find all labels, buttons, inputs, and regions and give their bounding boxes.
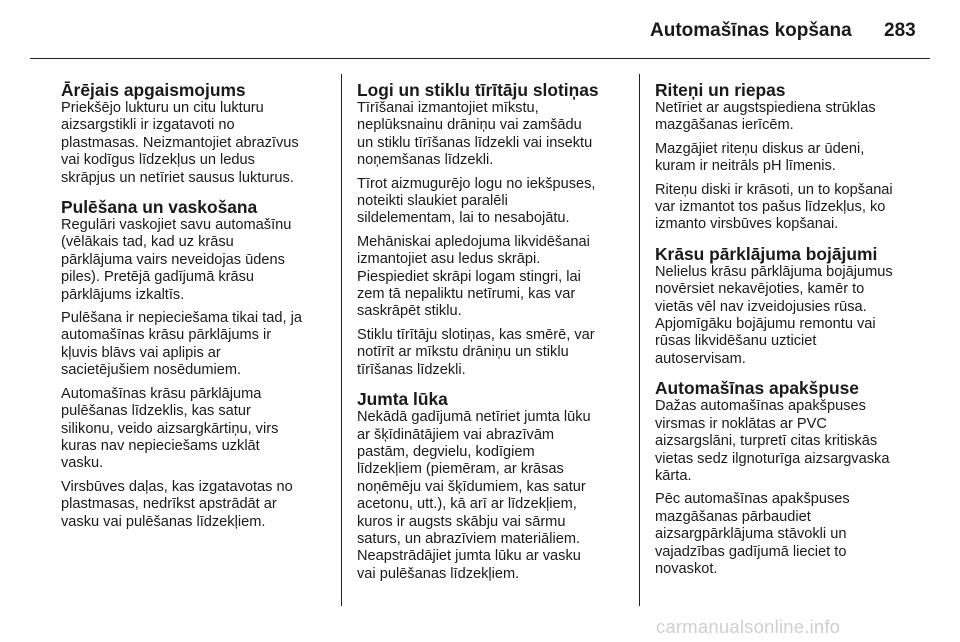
page-header — [0, 0, 960, 60]
paragraph: Virsbūves daļas, kas izgatavotas no plastmasas, nedrīkst apstrādāt ar vasku vai pulēšanas līdzekļiem. — [61, 478, 293, 530]
section-sunroof — [357, 389, 625, 583]
section-polishing-waxing — [61, 197, 327, 531]
section-heading: Riteņi un riepas — [655, 80, 786, 100]
paragraph: Stiklu tīrītāju slotiņas, kas smērē, var notīrīt ar mīkstu drāniņu un stiklu tīrīšanas līdzekli. — [357, 326, 595, 378]
section-underbody — [655, 378, 935, 578]
section-windows-wipers — [357, 80, 625, 379]
paragraph: Regulāri vaskojiet savu automašīnu (vēlākais tad, kad uz krāsu pārklājuma vairs neveidojas ūdens piles). Pretējā gadījumā krāsu pārklājums izkaltīs. — [61, 217, 292, 303]
paragraph: Tīrot aizmugurējo logu no iekšpuses, noteikti slaukiet paralēli sildelementam, lai to nesabojātu. — [357, 175, 596, 227]
section-heading: Krāsu pārklājuma bojājumi — [655, 243, 878, 264]
paragraph: Automašīnas krāsu pārklājuma pulēšanas līdzeklis, kas satur silikonu, veido aizsargkārtiņu, virs kuras nav nepieciešams uzklāt vasku. — [61, 385, 279, 472]
paragraph: Netīriet ar augstspiediena strūklas mazgāšanas ierīcēm. — [655, 100, 876, 134]
section-paint-damage — [655, 244, 935, 368]
column-1 — [61, 80, 327, 541]
paragraph: Pēc automašīnas apakšpuses mazgāšanas pārbaudiet aizsargpārklājuma stāvokli un vajadzības gadījumā lieciet to novaskot. — [655, 491, 850, 577]
paragraph: Nelielus krāsu pārklājuma bojājumus novērsiet nekavējoties, kamēr to vietās vēl nav izveidojusies rūsa. Apjomīgāku bojājumu remontu vai rūsas likvidēšanu uzticiet autoservisam. — [655, 263, 893, 367]
paragraph: Dažas automašīnas apakšpuses virsmas ir noklātas ar PVC aizsargslāni, turpretī citas kritiskās vietas sedz ilgnoturīga aizsargvaska kārta. — [655, 398, 890, 484]
paragraph: Nekādā gadījumā netīriet jumta lūku ar šķīdinātājiem vai abrazīvām pastām, degvielu, kodīgiem līdzekļiem (piemēram, ar krāsas noņēmēju vai šķīdumiem, kas satur acetonu, utt.), kā arī ar līdzekļiem, kuros ir augsts skābju vai sārmu saturs, un abrazīviem materiāliem. Neapstrādājiet jumta lūku ar vasku vai pulēšanas līdzekļiem. — [357, 409, 591, 582]
column-3 — [655, 80, 935, 588]
paragraph: Priekšējo lukturu un citu lukturu aizsargstikli ir izgatavoti no plastmasas. Neizmantojiet abrazīvus vai kodīgus līdzekļus un ledus skrāpjus un netīriet sausus lukturus. — [61, 100, 299, 186]
paragraph: Tīrīšanai izmantojiet mīkstu, neplūksnainu drāniņu vai zamšādu un stiklu tīrīšanas līdzekli vai insektu noņemšanas līdzekli. — [357, 100, 593, 169]
paragraph: Mazgājiet riteņu diskus ar ūdeni, kuram ir neitrāls pH līmenis. — [655, 140, 865, 175]
section-exterior-lighting — [61, 80, 327, 187]
paragraph: Mehāniskai apledojuma likvidēšanai izmantojiet asu ledus skrāpi. Piespiediet skrāpi logam stingri, lai zem tā nepaliktu netīrumi, kas var saskrāpēt stiklu. — [357, 233, 590, 320]
section-heading: Jumta lūka — [357, 389, 448, 410]
column-2 — [357, 80, 625, 593]
watermark: carmanualsonline.info — [656, 616, 841, 637]
section-heading: Logi un stiklu tīrītāju slotiņas — [357, 80, 599, 100]
section-heading: Ārējais apgaismojums — [61, 80, 246, 100]
header-divider — [30, 58, 930, 59]
column-divider — [341, 74, 342, 606]
section-heading: Pulēšana un vaskošana — [61, 197, 258, 218]
section-wheels-tyres — [655, 80, 935, 234]
section-heading: Automašīnas apakšpuse — [655, 378, 859, 399]
paragraph: Pulēšana ir nepieciešama tikai tad, ja automašīnas krāsu pārklājums ir kļuvis blāvs vai aplipis ar sacietējušiem nosēdumiem. — [61, 310, 302, 379]
column-divider — [639, 74, 640, 606]
page-number: 283 — [884, 20, 916, 41]
paragraph: Riteņu diski ir krāsoti, un to kopšanai var izmantot tos pašus līdzekļus, ko izmanto virsbūves kopšanai. — [655, 181, 893, 233]
page-title: Automašīnas kopšana — [650, 20, 852, 41]
